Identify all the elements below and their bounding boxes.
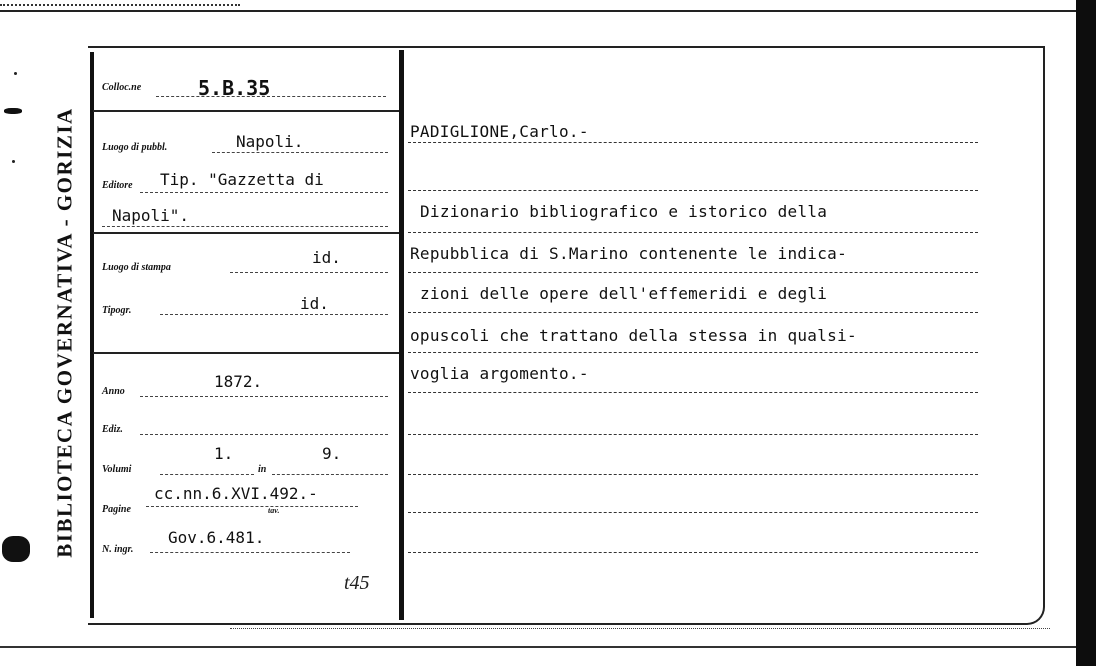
ruled-line [408, 434, 978, 435]
ruled-line [408, 392, 978, 393]
scan-right-edge [1076, 0, 1096, 666]
edizione-label: Ediz. [102, 424, 123, 435]
tipografo-label: Tipogr. [102, 305, 132, 316]
anno-label: Anno [102, 386, 125, 397]
ruled-line [408, 142, 978, 143]
ruled-line [408, 552, 978, 553]
ruled-line [408, 474, 978, 475]
entry-line-5: voglia argomento.- [410, 364, 589, 383]
editore-value-line2: Napoli". [112, 206, 190, 225]
ink-dot [14, 72, 17, 75]
volumi-label: Volumi [102, 464, 132, 475]
pagine-line [146, 506, 358, 507]
pagine-value: cc.nn.6.XVI.492.- [154, 484, 318, 503]
volumi-in-line [272, 474, 388, 475]
ink-mark [4, 108, 22, 114]
tipografo-line [160, 314, 388, 315]
ingresso-line [150, 552, 350, 553]
ruled-line [408, 512, 978, 513]
luogo-stampa-line [230, 272, 388, 273]
collocazione-value: 5.B.35 [198, 76, 271, 100]
luogo-stampa-label: Luogo di stampa [102, 262, 171, 273]
anno-line [140, 396, 388, 397]
ink-dot [12, 160, 15, 163]
ruled-line [408, 312, 978, 313]
tipografo-value: id. [300, 294, 329, 313]
editore-label: Editore [102, 180, 133, 191]
luogo-pubbl-value: Napoli. [236, 132, 304, 151]
library-stamp [40, 92, 90, 572]
ruled-line [408, 190, 978, 191]
volumi-line [160, 474, 254, 475]
entry-line-2: Repubblica di S.Marino contenente le indica- [410, 244, 848, 263]
card-left-border [90, 52, 94, 618]
volumi-in-value: 9. [322, 444, 342, 463]
separator [93, 110, 399, 112]
ruled-line [408, 352, 978, 353]
entry-line-1: Dizionario bibliografico e istorico della [420, 202, 828, 221]
column-divider [399, 50, 404, 620]
entry-line-4: opuscoli che trattano della stessa in qualsi- [410, 326, 857, 345]
luogo-pubbl-label: Luogo di pubbl. [102, 142, 168, 153]
volumi-value: 1. [214, 444, 234, 463]
separator [93, 352, 399, 354]
ingresso-label: N. ingr. [102, 544, 134, 555]
pagine-label: Pagine [102, 504, 131, 515]
separator [93, 232, 399, 234]
ruled-line [408, 272, 978, 273]
entry-author: PADIGLIONE,Carlo.- [410, 122, 589, 141]
volumi-in-label: in [258, 464, 267, 475]
punch-hole-mark [2, 536, 30, 562]
handwritten-note: t45 [344, 572, 370, 594]
ingresso-value: Gov.6.481. [168, 528, 265, 547]
collocazione-line [156, 96, 386, 97]
bottom-scan-residue [230, 628, 1050, 629]
pagine-tav-label: tav. [268, 506, 280, 515]
entry-line-3: zioni delle opere dell'effemeridi e degli [420, 284, 828, 303]
scan-top-noise [0, 4, 240, 10]
luogo-stampa-value: id. [312, 248, 341, 267]
editore-line [140, 192, 388, 193]
editore-line-2 [102, 226, 388, 227]
collocazione-label: Colloc.ne [102, 82, 142, 93]
ruled-line [408, 232, 978, 233]
edizione-line [140, 434, 388, 435]
anno-value: 1872. [214, 372, 263, 391]
scan-top-edge [0, 10, 1096, 12]
luogo-pubbl-line [212, 152, 388, 153]
editore-value-line1: Tip. "Gazzetta di [160, 170, 324, 189]
library-name: BIBLIOTECA GOVERNATIVA - GORIZIA [52, 106, 77, 558]
scan-bottom-edge [0, 646, 1076, 648]
